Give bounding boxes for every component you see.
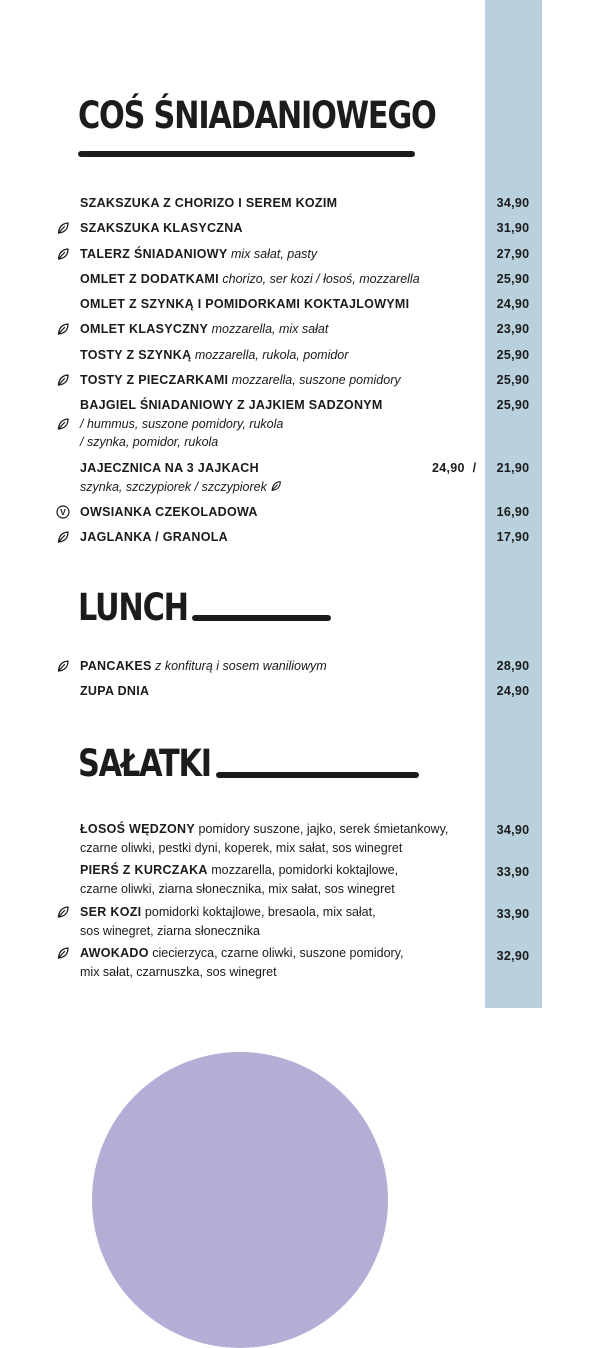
- menu-item-name: BAJGIEL ŚNIADANIOWY Z JAJKIEM SADZONYM: [80, 398, 383, 412]
- menu-item-name: OMLET KLASYCZNY: [80, 322, 209, 336]
- menu-item-price: 32,90: [496, 949, 530, 963]
- menu-item-description-line: / hummus, suszone pomidory, rukola: [80, 416, 284, 431]
- price-separator: /: [472, 461, 477, 475]
- menu-item-name: SER KOZI: [80, 905, 142, 919]
- menu-item-price: 28,90: [496, 659, 530, 673]
- menu-item-price: 34,90: [496, 196, 530, 210]
- leaf-icon: [56, 322, 70, 336]
- menu-item: [80, 528, 480, 547]
- menu-item-price: 23,90: [496, 322, 530, 336]
- leaf-icon: [56, 905, 70, 919]
- menu-item: [80, 861, 480, 898]
- menu-item: [80, 346, 480, 365]
- menu-item-name: OMLET Z SZYNKĄ I POMIDORKAMI KOKTAJLOWYMI: [80, 297, 410, 311]
- menu-item: [80, 245, 480, 264]
- menu-item-description: chorizo, ser kozi / łosoś, mozzarella: [222, 272, 420, 286]
- menu-item-description: ciecierzyca, czarne oliwki, suszone pomidory,: [152, 946, 404, 960]
- svg-text:V: V: [60, 507, 66, 518]
- decorative-circle: [92, 1052, 388, 1348]
- leaf-icon: [56, 530, 70, 544]
- menu-item-description-line: sos winegret, ziarna słonecznika: [80, 923, 260, 938]
- menu-item-name: TALERZ ŚNIADANIOWY: [80, 247, 228, 261]
- menu-item: [80, 194, 480, 213]
- section-rule-salads: [216, 772, 419, 778]
- leaf-icon: [56, 659, 70, 673]
- menu-item-price: 25,90: [496, 398, 530, 412]
- menu-item-description: pomidory suszone, jajko, serek śmietankowy,: [198, 822, 449, 836]
- menu-item: [80, 219, 480, 238]
- menu-item-description: mix sałat, pasty: [231, 247, 318, 261]
- menu-item-description: pomidorki koktajlowe, bresaola, mix sałat,: [144, 905, 376, 919]
- menu-item-name: PIERŚ Z KURCZAKA: [80, 863, 208, 877]
- menu-item-description: mozzarella, suszone pomidory: [231, 373, 401, 387]
- leaf-icon: [56, 946, 70, 960]
- menu-item-name: OMLET Z DODATKAMI: [80, 272, 219, 286]
- menu-item-price: 25,90: [496, 272, 530, 286]
- menu-item-description: mozzarella, pomidorki koktajlowe,: [211, 863, 399, 877]
- section-title-lunch: LUNCH: [78, 586, 188, 629]
- menu-item-name: ŁOSOŚ WĘDZONY: [80, 822, 196, 836]
- menu-item-name: ZUPA DNIA: [80, 684, 150, 698]
- menu-item-price: 25,90: [496, 348, 530, 362]
- leaf-icon: [56, 373, 70, 387]
- leaf-icon: [56, 247, 70, 261]
- menu-item-description: z konfiturą i sosem waniliowym: [155, 659, 327, 673]
- menu-item: [80, 820, 480, 857]
- menu-item-description-line: czarne oliwki, pestki dyni, koperek, mix sałat, sos winegret: [80, 840, 403, 855]
- menu-item-price: 25,90: [496, 373, 530, 387]
- menu-item-description: mozzarella, mix sałat: [211, 322, 329, 336]
- menu-item-price: 16,90: [496, 505, 530, 519]
- menu-item-name: JAJECZNICA NA 3 JAJKACH: [80, 461, 259, 475]
- menu-item-name: SZAKSZUKA Z CHORIZO I SEREM KOZIM: [80, 196, 338, 210]
- menu-item-price: 33,90: [496, 865, 530, 879]
- section-title-breakfast: COŚ ŚNIADANIOWEGO: [78, 94, 436, 137]
- section-rule-breakfast: [78, 151, 415, 157]
- menu-item-description-line: / szynka, pomidor, rukola: [80, 435, 219, 449]
- section-rule-lunch: [192, 615, 331, 621]
- menu-item: [80, 371, 480, 390]
- menu-item-name: AWOKADO: [80, 946, 149, 960]
- menu-item-price-alt: [432, 459, 480, 478]
- menu-item-description: szynka, szczypiorek / szczypiorek: [80, 479, 267, 494]
- menu-item-name: TOSTY Z PIECZARKAMI: [80, 373, 229, 387]
- menu-item-price: 33,90: [496, 907, 530, 921]
- menu-item-price: 24,90: [496, 684, 530, 698]
- menu-item: [80, 396, 480, 452]
- menu-item: [80, 295, 480, 314]
- menu-item-description-line: czarne oliwki, ziarna słonecznika, mix sałat, sos winegret: [80, 881, 395, 896]
- menu-item-price: 31,90: [496, 221, 530, 235]
- leaf-icon: [56, 417, 70, 431]
- menu-item: [80, 903, 480, 940]
- menu-item: [80, 459, 480, 496]
- menu-item: [80, 270, 480, 289]
- menu-item-name: SZAKSZUKA KLASYCZNA: [80, 221, 243, 235]
- menu-item-price: 27,90: [496, 247, 530, 261]
- section-title-salads: SAŁATKI: [78, 742, 211, 785]
- menu-item-name: OWSIANKA CZEKOLADOWA: [80, 505, 258, 519]
- leaf-icon: [56, 221, 70, 235]
- menu-item-description: mozzarella, rukola, pomidor: [194, 348, 349, 362]
- menu-item: [80, 682, 480, 701]
- menu-item-price: 17,90: [496, 530, 530, 544]
- menu-item: [80, 503, 480, 522]
- menu-item-price: 34,90: [496, 823, 530, 837]
- menu-item-name: JAGLANKA / GRANOLA: [80, 530, 228, 544]
- menu-item-name: TOSTY Z SZYNKĄ: [80, 348, 192, 362]
- menu-item: [80, 657, 480, 676]
- price-with-ham: 24,90: [432, 461, 465, 475]
- menu-item-description-line: mix sałat, czarnuszka, sos winegret: [80, 964, 277, 979]
- menu-item-price: 24,90: [496, 297, 530, 311]
- leaf-icon: [270, 479, 282, 491]
- menu-item: [80, 944, 480, 981]
- menu-item-name: PANCAKES: [80, 659, 152, 673]
- menu-item-price: 21,90: [496, 461, 530, 475]
- vegan-icon: [56, 505, 70, 519]
- menu-item: [80, 320, 480, 339]
